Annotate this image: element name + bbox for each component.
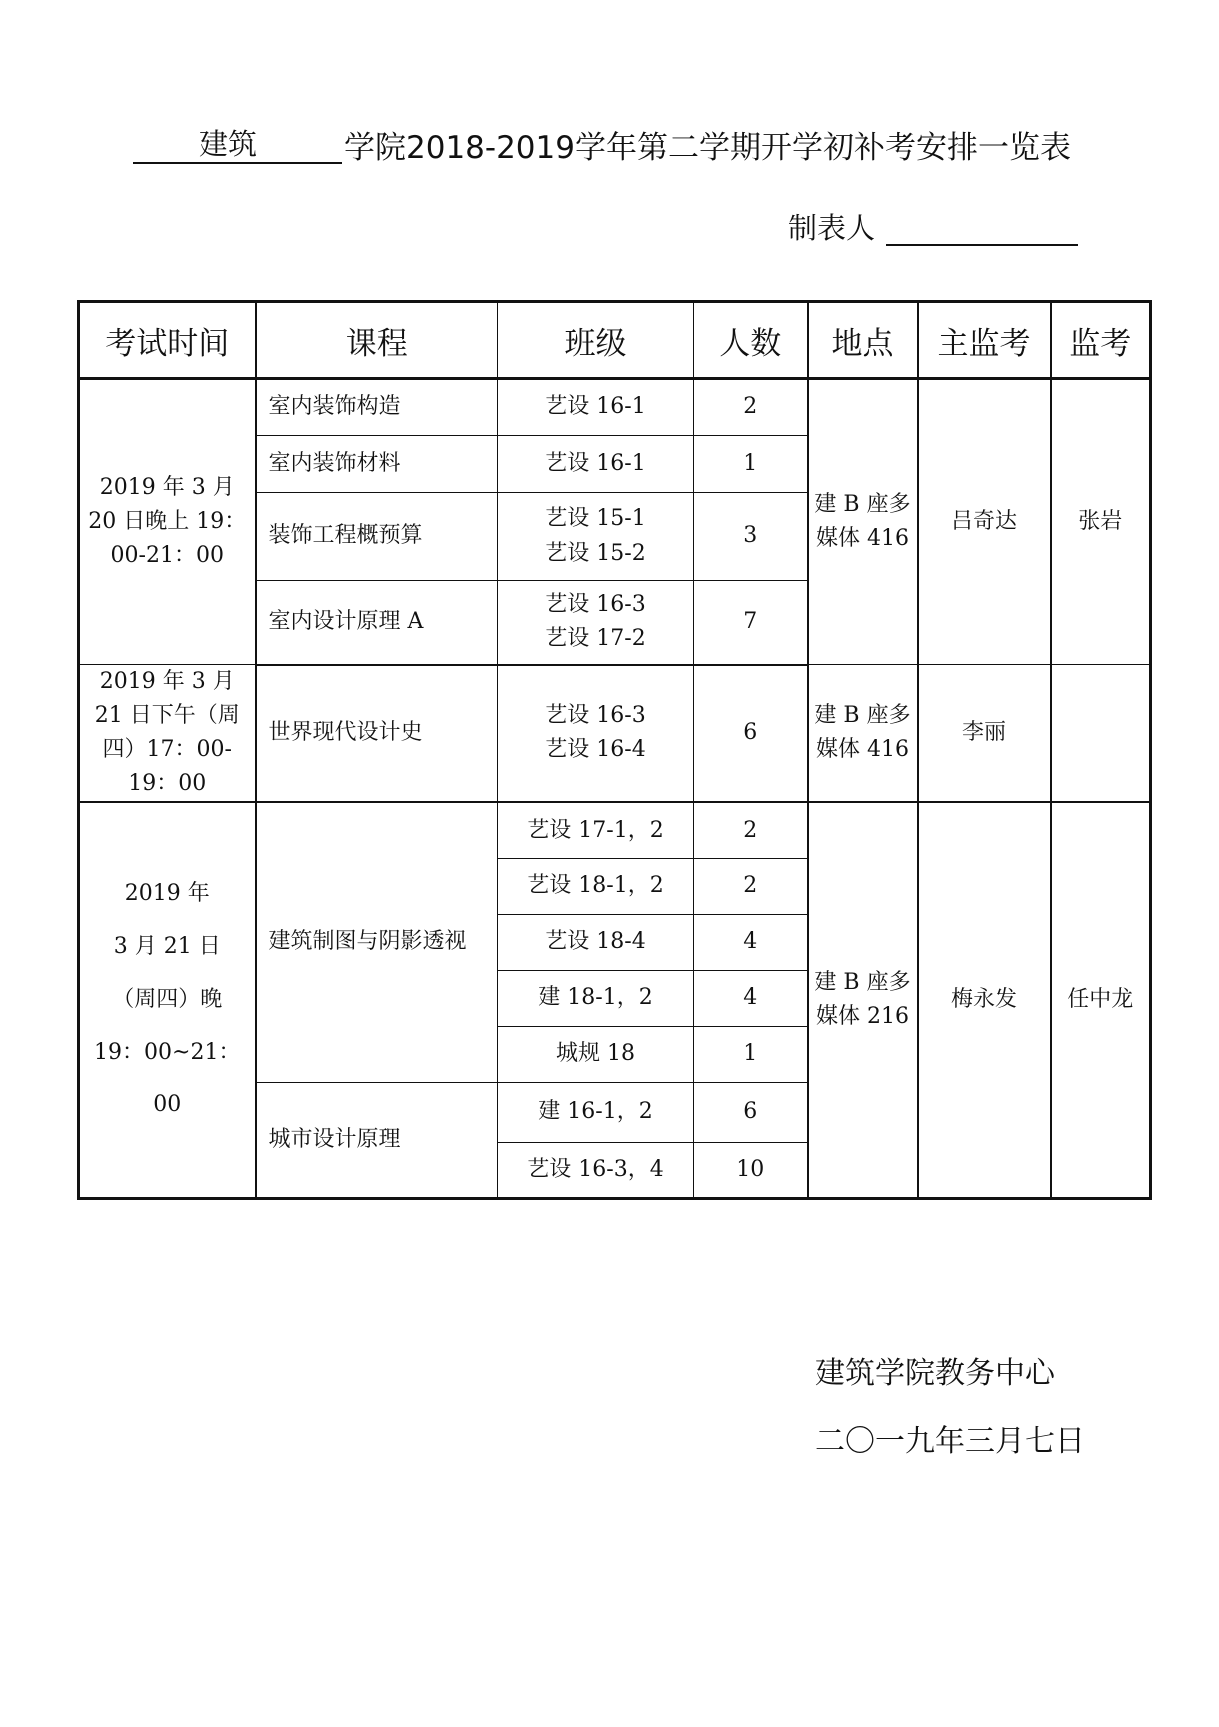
class-cell	[498, 581, 694, 665]
count-cell: 1	[694, 436, 808, 493]
class-cell: 建 16-1，2	[498, 1082, 694, 1142]
footer-date: 二〇一九年三月七日	[815, 1424, 1085, 1459]
col-header-class: 班级	[498, 302, 694, 379]
exam-time-cell: 2019 年 3 月 20 日晚上 19：00-21：00	[79, 379, 256, 665]
document-title	[133, 122, 1133, 174]
col-header-location: 地点	[808, 302, 918, 379]
count-cell: 2	[694, 379, 808, 436]
title-fill-text: 建筑	[199, 127, 258, 161]
table-header-row	[79, 302, 1151, 379]
exam-time-line: 19：00~21：00	[94, 1039, 241, 1118]
col-header-time: 考试时间	[79, 302, 256, 379]
class-line: 艺设 15-1	[545, 506, 646, 532]
class-cell: 艺设 16-1	[498, 436, 694, 493]
class-line: 艺设 15-2	[545, 540, 646, 566]
count-cell: 6	[694, 665, 808, 803]
class-cell: 艺设 18-4	[498, 914, 694, 970]
class-cell: 艺设 16-3，4	[498, 1142, 694, 1198]
course-cell: 室内装饰构造	[256, 379, 498, 436]
chief-proctor-cell: 李丽	[918, 665, 1051, 803]
count-cell: 2	[694, 858, 808, 914]
count-cell: 4	[694, 914, 808, 970]
count-cell: 3	[694, 493, 808, 581]
exam-schedule-table	[77, 300, 1152, 1200]
maker-label: 制表人	[788, 211, 876, 245]
course-cell: 城市设计原理	[256, 1082, 498, 1198]
proctor-cell: 张岩	[1051, 379, 1151, 665]
col-header-count: 人数	[694, 302, 808, 379]
table-row	[79, 379, 1151, 436]
title-text: 学院2018-2019学年第二学期开学初补考安排一览表	[344, 130, 1071, 166]
location-cell: 建 B 座多媒体 216	[808, 802, 918, 1198]
exam-time-line: （周四）晚	[112, 986, 223, 1012]
proctor-cell: 任中龙	[1051, 802, 1151, 1198]
course-cell: 室内装饰材料	[256, 436, 498, 493]
class-cell: 艺设 18-1，2	[498, 858, 694, 914]
exam-time-cell: 2019 年 3 月 21 日下午（周四）17：00-19：00	[79, 665, 256, 803]
class-line: 艺设 16-3	[545, 703, 646, 729]
exam-time-line: 2019 年	[124, 881, 210, 907]
count-cell: 1	[694, 1026, 808, 1082]
course-cell: 建筑制图与阴影透视	[256, 802, 498, 1082]
proctor-cell	[1051, 665, 1151, 803]
count-cell: 2	[694, 802, 808, 858]
table-row	[79, 665, 1151, 803]
class-cell: 艺设 17-1，2	[498, 802, 694, 858]
location-cell: 建 B 座多媒体 416	[808, 379, 918, 665]
chief-proctor-cell: 梅永发	[918, 802, 1051, 1198]
table-row	[79, 802, 1151, 858]
class-cell	[498, 665, 694, 803]
count-cell: 7	[694, 581, 808, 665]
maker-field	[788, 206, 1080, 250]
count-cell: 4	[694, 970, 808, 1026]
chief-proctor-cell: 吕奇达	[918, 379, 1051, 665]
class-line: 艺设 17-2	[545, 626, 646, 652]
class-line: 艺设 16-4	[545, 737, 646, 763]
exam-time-cell	[79, 802, 256, 1198]
col-header-course: 课程	[256, 302, 498, 379]
col-header-chief: 主监考	[918, 302, 1051, 379]
footer-department: 建筑学院教务中心	[815, 1356, 1055, 1391]
course-cell: 装饰工程概预算	[256, 493, 498, 581]
course-cell: 世界现代设计史	[256, 665, 498, 803]
count-cell: 6	[694, 1082, 808, 1142]
maker-blank-line	[886, 244, 1078, 246]
class-cell: 艺设 16-1	[498, 379, 694, 436]
count-cell: 10	[694, 1142, 808, 1198]
col-header-proctor: 监考	[1051, 302, 1151, 379]
exam-time-line: 3 月 21 日	[113, 933, 221, 959]
class-line: 艺设 16-3	[545, 592, 646, 618]
title-fill-blank	[133, 122, 342, 164]
course-cell: 室内设计原理 A	[256, 581, 498, 665]
class-cell: 建 18-1，2	[498, 970, 694, 1026]
location-cell: 建 B 座多媒体 416	[808, 665, 918, 803]
class-cell: 城规 18	[498, 1026, 694, 1082]
class-cell	[498, 493, 694, 581]
